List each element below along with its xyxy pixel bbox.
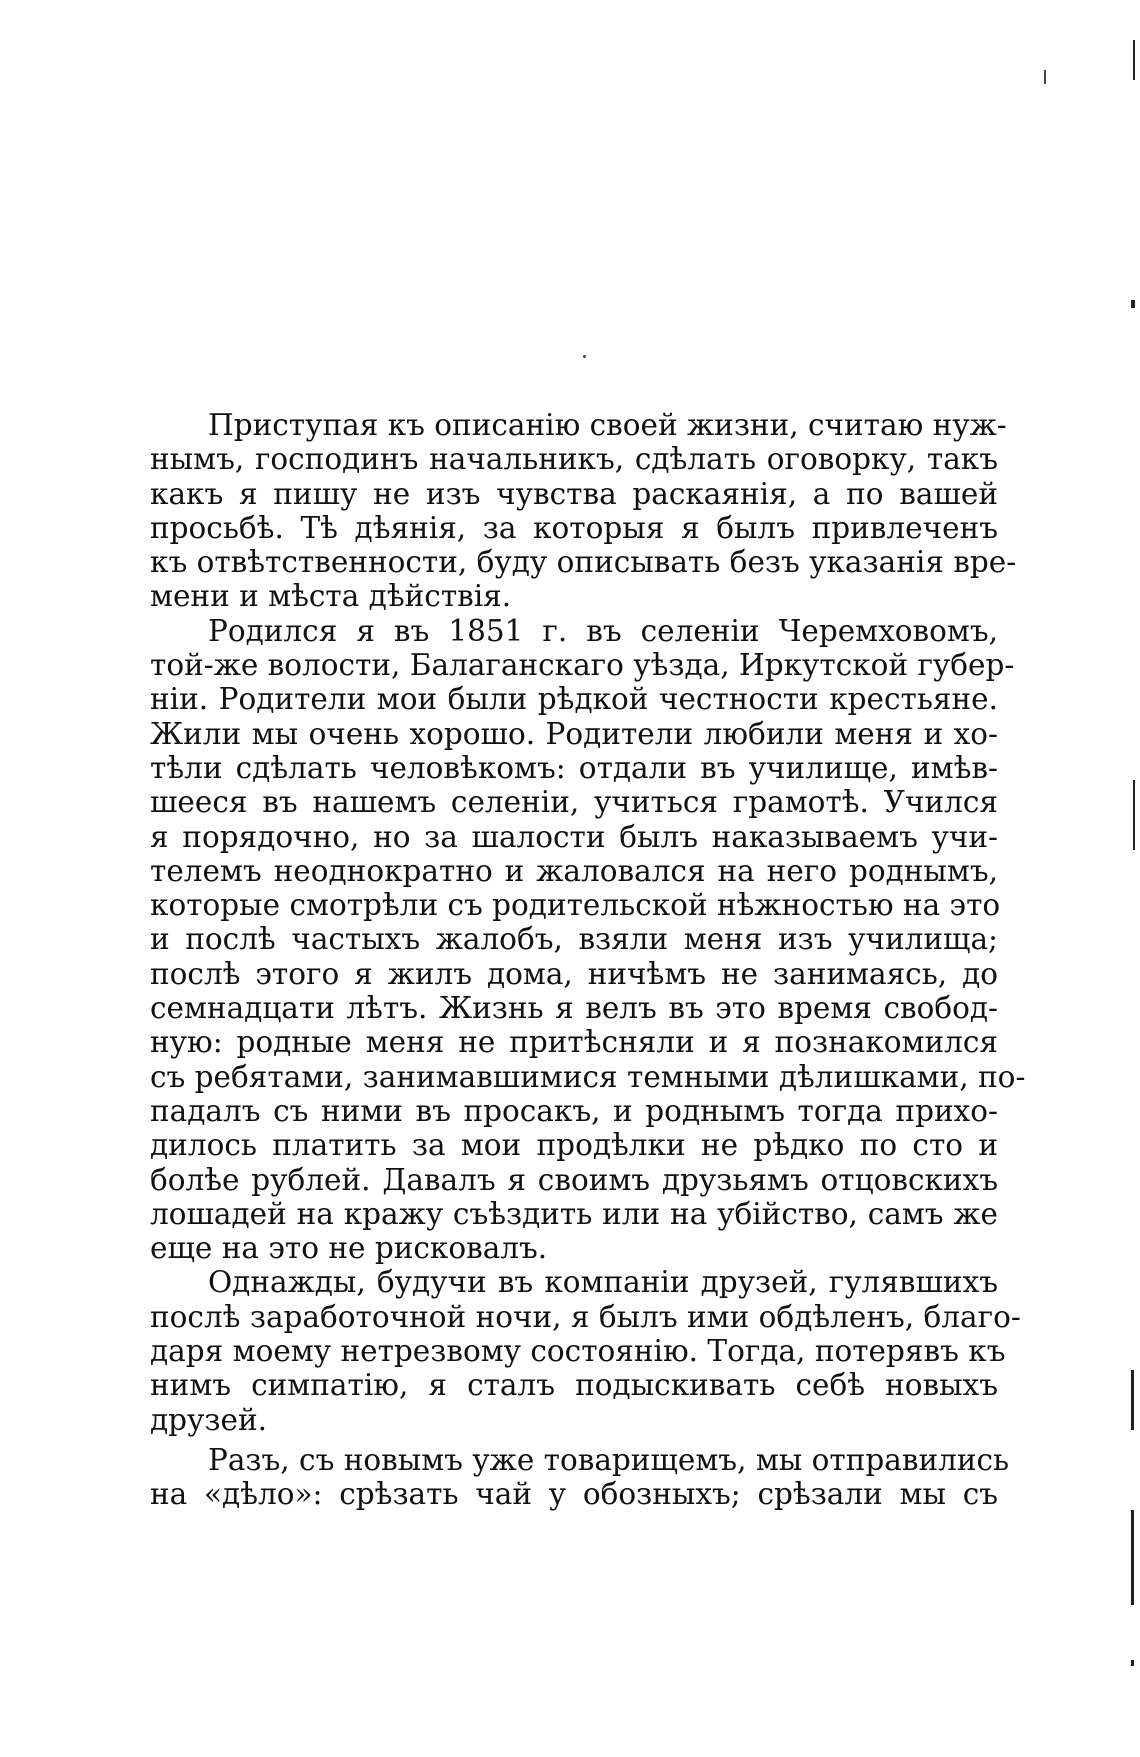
text-line: телемъ неоднократно и жаловался на него роднымъ, xyxy=(150,853,998,888)
paragraph-2 xyxy=(150,613,1026,1266)
text-line: тѣли сдѣлать человѣкомъ: отдали въ училище, имѣв- xyxy=(150,750,998,785)
text-line: той-же волости, Балаганскаго уѣзда, Иркутской губер- xyxy=(150,648,1015,683)
text-line: дилось платить за мои продѣлки не рѣдко по сто и xyxy=(150,1128,998,1163)
text-line: Приступая къ описанію своей жизни, считаю нуж- xyxy=(208,408,1007,442)
text-line: падалъ съ ними въ просакъ, и роднымъ тогда прихо- xyxy=(150,1093,998,1128)
text-line: послѣ этого я жилъ дома, ничѣмъ не занимаясь, до xyxy=(150,956,998,991)
scan-edge-mark xyxy=(1131,1510,1134,1605)
text-line: ніи. Родители мои были рѣдкой честности крестьяне. xyxy=(150,682,998,717)
text-line: нымъ, господинъ начальникъ, сдѣлать оговорку, такъ xyxy=(150,442,998,477)
text-line: мени и мѣста дѣйствія. xyxy=(150,579,512,614)
text-line: на «дѣло»: срѣзать чай у обозныхъ; срѣзали мы съ xyxy=(150,1477,998,1512)
text-line: семнадцати лѣтъ. Жизнь я велъ въ это время свобод- xyxy=(150,991,998,1026)
scan-speck xyxy=(1044,70,1046,84)
text-line: къ отвѣтственности, буду описывать безъ указанія вре- xyxy=(150,545,1017,580)
text-line: болѣе рублей. Давалъ я своимъ друзьямъ отцовскихъ xyxy=(150,1162,998,1197)
paragraph-4 xyxy=(150,1442,1010,1512)
paragraph-3 xyxy=(150,1265,1021,1437)
text-line: какъ я пишу не изъ чувства раскаянія, а по вашей xyxy=(150,476,998,511)
text-line: еще на это не рисковалъ. xyxy=(150,1231,548,1266)
scan-edge-mark xyxy=(1131,300,1135,308)
text-line: Разъ, съ новымъ уже товарищемъ, мы отправились xyxy=(208,1442,1010,1477)
paragraph-1 xyxy=(150,408,1017,614)
text-line: лошадей на кражу съѣздить или на убійство, самъ же xyxy=(150,1196,998,1231)
text-line: которые смотрѣли съ родительской нѣжностью на это xyxy=(150,888,1001,923)
scan-edge-mark xyxy=(1131,1660,1134,1666)
text-line: Жили мы очень хорошо. Родители любили меня и хо- xyxy=(150,716,998,751)
text-line: даря моему нетрезвому состоянію. Тогда, потерявъ къ xyxy=(150,1334,1006,1369)
scan-speck xyxy=(583,355,586,358)
text-line: послѣ заработочной ночи, я былъ ими обдѣленъ, благо- xyxy=(150,1299,1021,1334)
text-line: Родился я въ 1851 г. въ селеніи Черемховомъ, xyxy=(208,613,998,648)
scan-edge-mark xyxy=(1133,780,1135,850)
text-line: друзей. xyxy=(150,1402,267,1437)
text-line: ную: родные меня не притѣсняли и я познакомился xyxy=(150,1025,998,1060)
scan-edge-mark xyxy=(1133,40,1135,80)
text-line: Однажды, будучи въ компаніи друзей, гулявшихъ xyxy=(208,1265,998,1300)
body-text xyxy=(150,408,1026,1512)
text-line: просьбѣ. Тѣ дѣянія, за которыя я былъ привлеченъ xyxy=(150,510,998,545)
text-line: нимъ симпатію, я сталъ подыскивать себѣ новыхъ xyxy=(150,1368,998,1403)
text-line: съ ребятами, занимавшимися темными дѣлишками, по- xyxy=(150,1059,1026,1094)
text-line: шееся въ нашемъ селеніи, учиться грамотѣ. Учился xyxy=(150,785,998,820)
text-line: я порядочно, но за шалости былъ наказываемъ учи- xyxy=(150,819,998,854)
text-line: и послѣ частыхъ жалобъ, взяли меня изъ училища; xyxy=(150,922,998,957)
scan-edge-mark xyxy=(1131,1370,1134,1430)
